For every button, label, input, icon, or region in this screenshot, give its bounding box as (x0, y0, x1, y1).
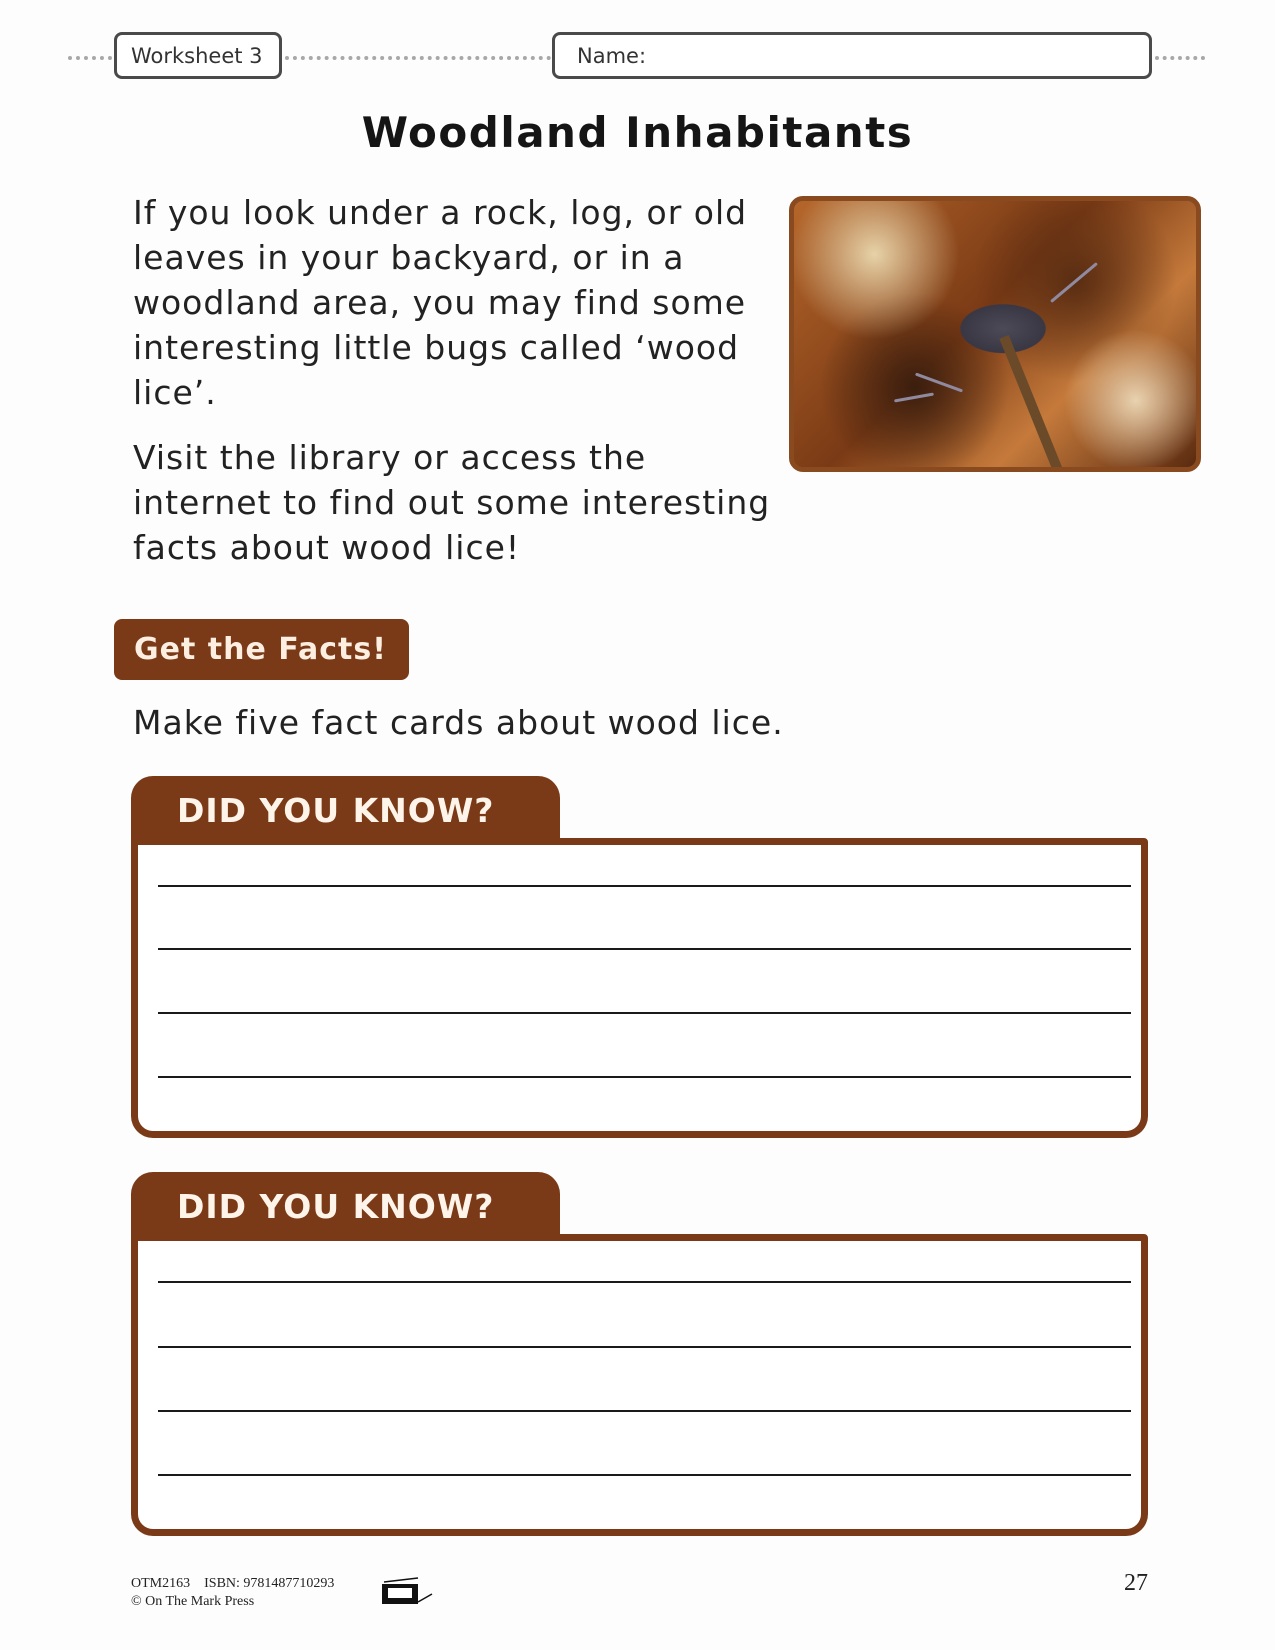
page-number: 27 (1124, 1570, 1148, 1596)
footer-code-isbn (131, 1576, 334, 1592)
product-code: OTM2163 (131, 1576, 191, 1591)
woodlouse-photo (789, 196, 1201, 472)
antenna-icon (915, 373, 963, 393)
writing-line[interactable] (158, 1012, 1131, 1014)
worksheet-label-box (114, 32, 282, 79)
card-2-tab-label: DID YOU KNOW? (177, 1187, 495, 1226)
card-2-writing-area[interactable] (131, 1234, 1148, 1536)
writing-line[interactable] (158, 885, 1131, 887)
worksheet-label: Worksheet 3 (131, 44, 263, 68)
header-dots-middle (285, 56, 551, 60)
stick (999, 335, 1068, 472)
writing-line[interactable] (158, 1281, 1131, 1283)
card-1-tab-label: DID YOU KNOW? (177, 791, 495, 830)
copyright: © On The Mark Press (131, 1594, 255, 1609)
intro-paragraph-2: Visit the library or access the internet to find out some interesting facts about wood lice! (133, 438, 771, 567)
header-dots-right (1155, 56, 1205, 60)
name-field[interactable] (552, 32, 1152, 79)
get-the-facts-heading: Get the Facts! (114, 619, 409, 680)
instruction-text: Make five fact cards about wood lice. (133, 703, 784, 742)
card-1-writing-area[interactable] (131, 838, 1148, 1138)
writing-line[interactable] (158, 1076, 1131, 1078)
card-2-tab (131, 1172, 560, 1238)
writing-line[interactable] (158, 1410, 1131, 1412)
antenna-icon (894, 393, 934, 403)
intro-paragraph-1: If you look under a rock, log, or old leaves in your backyard, or in a woodland area, you may find some interesting little bugs called ‘wood lice’. (133, 193, 748, 412)
writing-line[interactable] (158, 1346, 1131, 1348)
name-label: Name: (577, 44, 647, 68)
header-dots-left (68, 56, 112, 60)
writing-line[interactable] (158, 1474, 1131, 1476)
page-title: Woodland Inhabitants (361, 108, 914, 157)
copier-icon (380, 1576, 440, 1606)
card-1-tab (131, 776, 560, 842)
isbn: ISBN: 9781487710293 (204, 1576, 335, 1591)
writing-line[interactable] (158, 948, 1131, 950)
antenna-icon (1050, 262, 1098, 303)
